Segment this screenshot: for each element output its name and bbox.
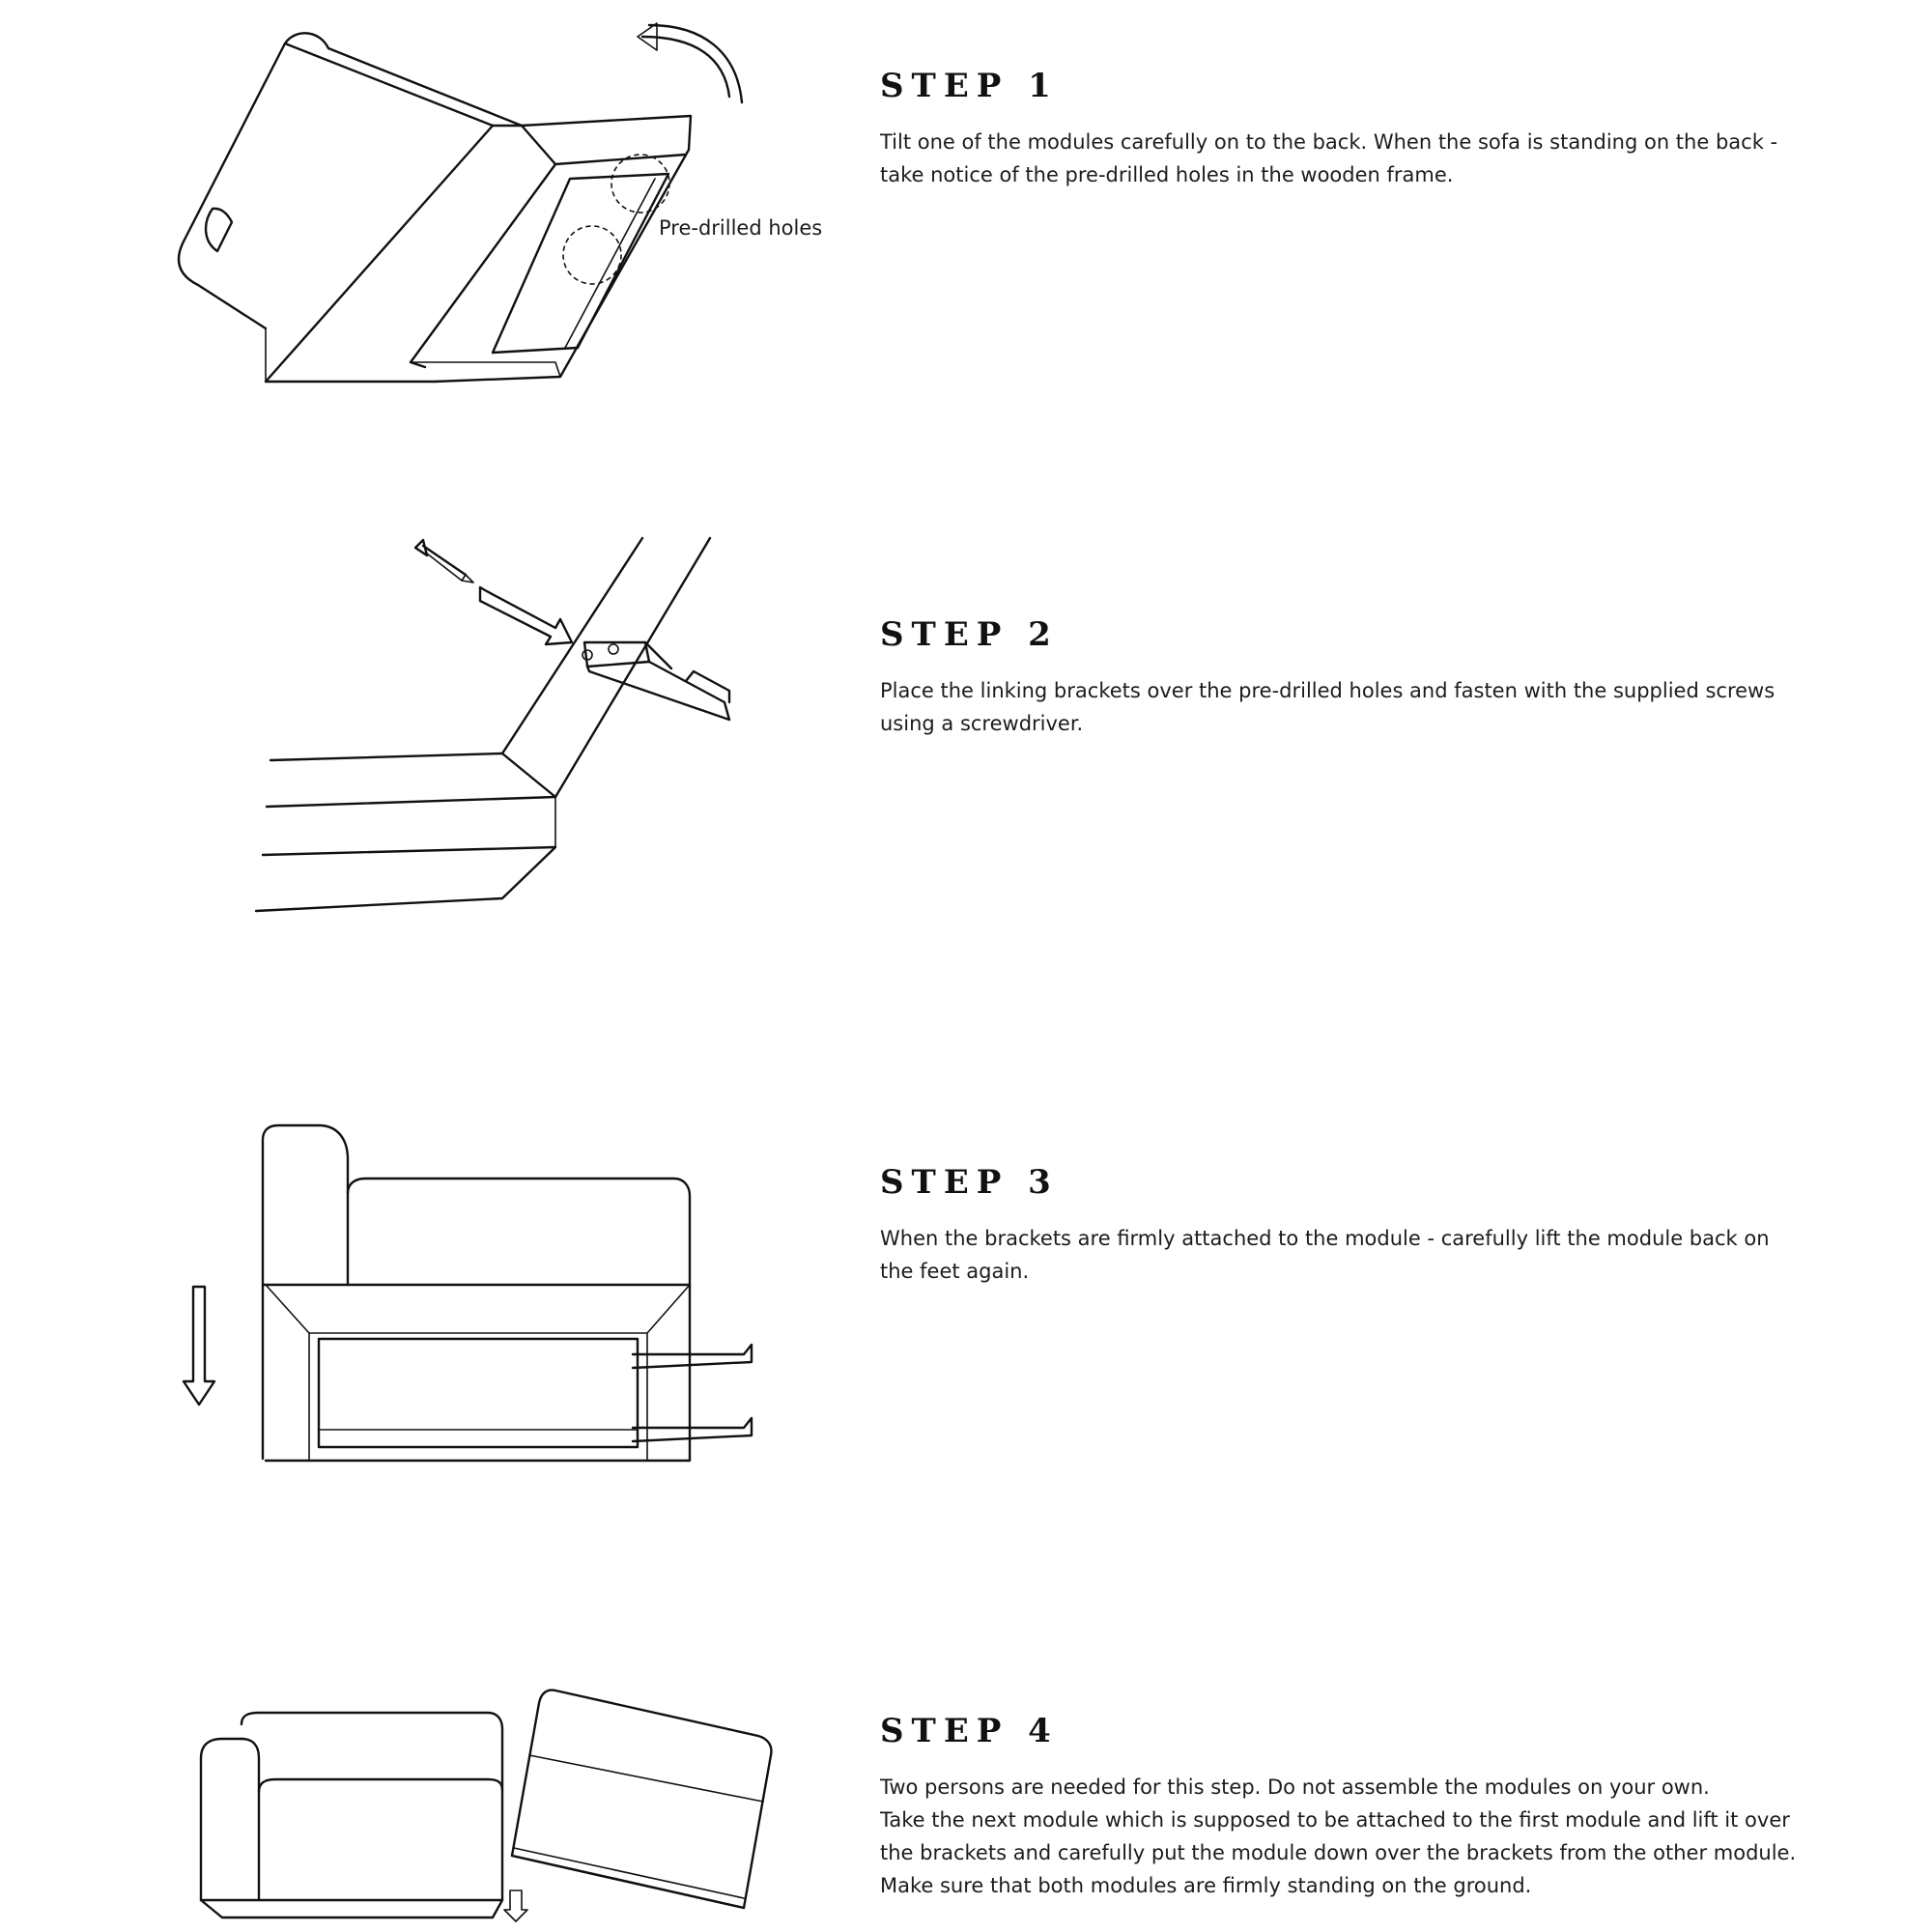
two-modules-joining-icon [174,1686,792,1922]
step-heading: STEP 3 [880,1163,1059,1202]
step-1-text [880,67,1846,191]
step-description [880,1222,1846,1288]
step-heading: STEP 4 [880,1712,1059,1750]
sofa-module-tilted-icon [174,19,792,386]
step-line: When the brackets are firmly attached to the module - carefully lift the module back on [880,1227,1770,1250]
step-line: Place the linking brackets over the pre-drilled holes and fasten with the supplied screws [880,679,1776,702]
step-4-text [880,1712,1846,1902]
step-line: take notice of the pre-drilled holes in the wooden frame. [880,163,1454,186]
pre-drilled-holes-label: Pre-drilled holes [659,216,823,240]
step-2-text [880,615,1846,740]
module-with-brackets-icon [174,1121,792,1468]
step-line: Tilt one of the modules carefully on to the back. When the sofa is standing on the back - [880,130,1778,154]
step-3-text [880,1163,1846,1288]
step-line: using a screwdriver. [880,712,1084,735]
step-description [880,674,1846,740]
step-line: the brackets and carefully put the module down over the brackets from the other module. [880,1841,1797,1864]
step-line: Take the next module which is supposed to be attached to the first module and lift it over [880,1808,1790,1832]
step-heading: STEP 2 [880,615,1059,654]
step-description [880,1771,1846,1902]
step-line: Two persons are needed for this step. Do not assemble the modules on your own. [880,1776,1710,1799]
step-heading: STEP 1 [880,67,1059,105]
step-description [880,126,1846,191]
step-line: the feet again. [880,1260,1030,1283]
step-line: Make sure that both modules are firmly standing on the ground. [880,1874,1532,1897]
bracket-screw-icon [174,536,792,932]
